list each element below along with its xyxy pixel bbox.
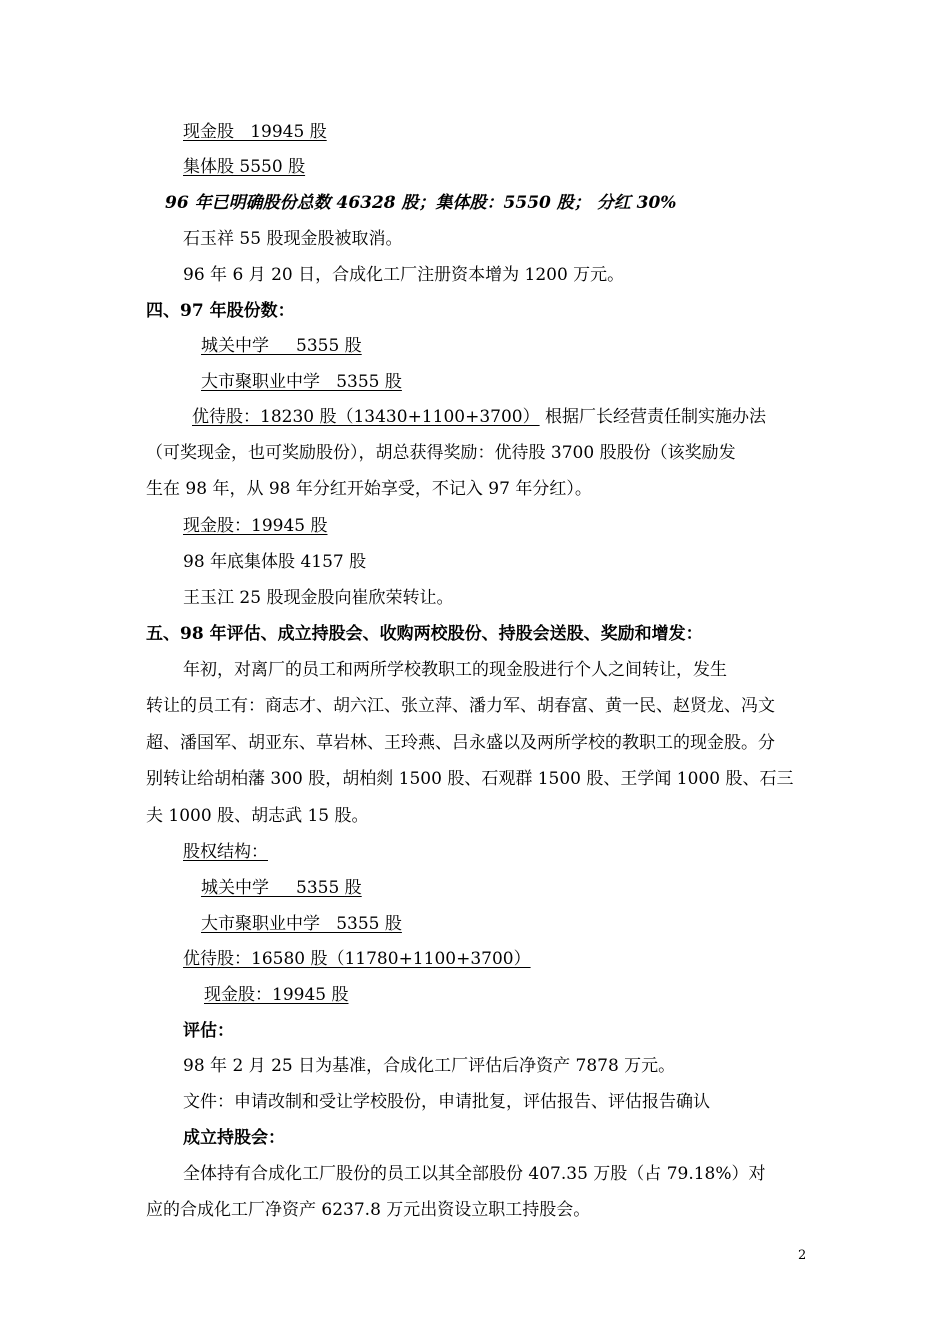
text-line: 96 年 6 月 20 日，合成化工厂注册资本增为 1200 万元。 <box>183 265 625 285</box>
text-line: 股权结构： <box>183 842 268 862</box>
text-line: 优待股：16580 股（11780+1100+3700） <box>183 949 531 969</box>
text-line: 98 年 2 月 25 日为基准，合成化工厂评估后净资产 7878 万元。 <box>183 1056 676 1076</box>
text-line: （可奖现金，也可奖励股份），胡总获得奖励：优待股 3700 股股份（该奖励发 <box>146 443 736 463</box>
text-line: 全体持有合成化工厂股份的员工以其全部股份 407.35 万股（占 79.18%）对 <box>183 1164 766 1184</box>
text-line: 城关中学 5355 股 <box>201 336 362 356</box>
text-line: 超、潘国军、胡亚东、草岩林、王玲燕、吕永盛以及两所学校的教职工的现金股。分 <box>146 733 775 753</box>
text-line: 城关中学 5355 股 <box>201 878 362 898</box>
page-number: 2 <box>798 1248 807 1263</box>
text-line: 根据厂长经营责任制实施办法 <box>545 407 766 427</box>
text-line: 大市聚职业中学 5355 股 <box>201 914 402 934</box>
subheading: 成立持股会： <box>183 1128 285 1148</box>
text-line: 优待股：18230 股（13430+1100+3700） <box>192 407 540 427</box>
text-line: 年初，对离厂的员工和两所学校教职工的现金股进行个人之间转让，发生 <box>183 660 727 680</box>
text-line: 生在 98 年，从 98 年分红开始享受，不记入 97 年分红）。 <box>146 479 592 499</box>
text-line: 现金股：19945 股 <box>183 516 328 536</box>
text-line: 别转让给胡柏藩 300 股，胡柏剡 1500 股、石观群 1500 股、王学闻 1000 股、石三 <box>146 769 794 789</box>
text-line: 98 年底集体股 4157 股 <box>183 552 367 572</box>
section-heading: 四、97 年股份数： <box>146 301 295 321</box>
text-line: 转让的员工有：商志才、胡六江、张立萍、潘力军、胡春富、黄一民、赵贤龙、冯文 <box>146 696 775 716</box>
text-line: 集体股 5550 股 <box>183 157 306 177</box>
text-line: 现金股 19945 股 <box>183 122 327 142</box>
text-line: 应的合成化工厂净资产 6237.8 万元出资设立职工持股会。 <box>146 1200 591 1220</box>
section-heading: 五、98 年评估、成立持股会、收购两校股份、持股会送股、奖励和增发： <box>146 624 703 644</box>
text-line: 文件：申请改制和受让学校股份，申请批复，评估报告、评估报告确认 <box>183 1092 710 1112</box>
highlight-line: 96 年已明确股份总数 46328 股；集体股：5550 股； 分红 30% <box>165 193 677 213</box>
text-line: 王玉江 25 股现金股向崔欣荣转让。 <box>183 588 454 608</box>
text-line: 石玉祥 55 股现金股被取消。 <box>183 229 403 249</box>
subheading: 评估： <box>183 1021 234 1041</box>
text-line: 大市聚职业中学 5355 股 <box>201 372 402 392</box>
text-line: 夫 1000 股、胡志武 15 股。 <box>146 806 369 826</box>
text-line: 现金股：19945 股 <box>204 985 349 1005</box>
